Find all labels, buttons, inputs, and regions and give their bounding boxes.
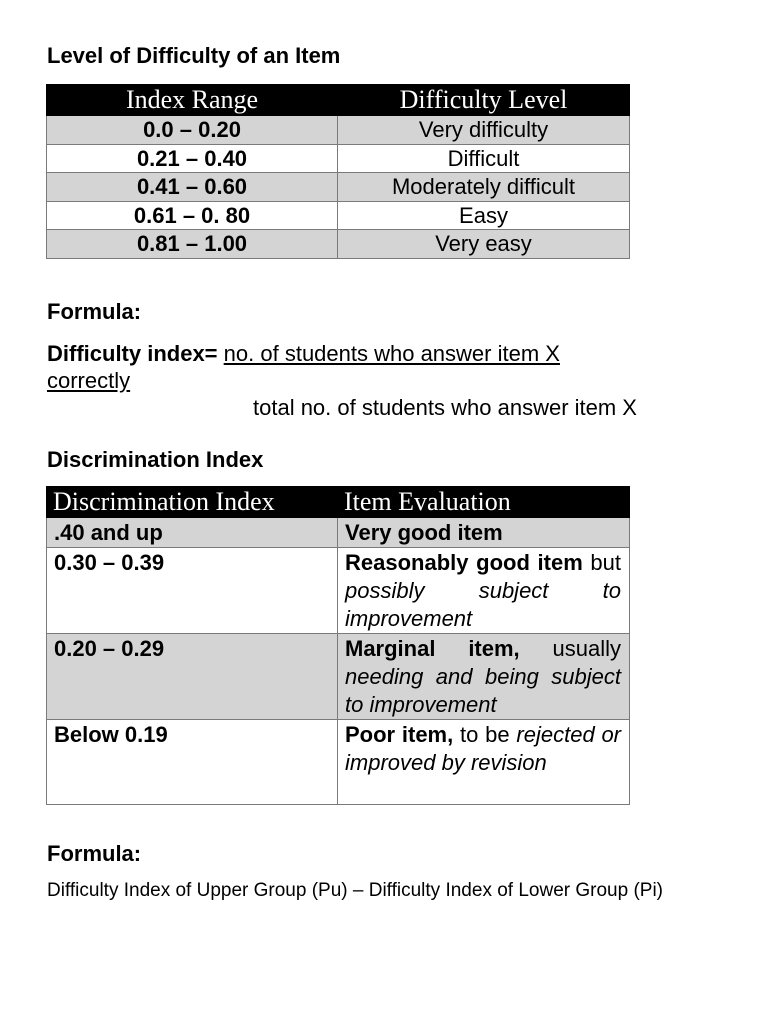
difficulty-level-cell: Very difficulty xyxy=(338,116,630,145)
index-range-cell: 0.81 – 1.00 xyxy=(47,230,338,259)
table-header-row xyxy=(47,487,630,518)
item-evaluation-cell xyxy=(338,518,630,548)
table-header-row xyxy=(47,85,630,116)
formula-numerator: no. of students who answer item X xyxy=(223,341,560,366)
index-range-cell: 0.21 – 0.40 xyxy=(47,144,338,173)
index-range-cell: 0.61 – 0. 80 xyxy=(47,201,338,230)
difficulty-level-cell: Moderately difficult xyxy=(338,173,630,202)
discrimination-index-cell: Below 0.19 xyxy=(47,720,338,805)
discrimination-title: Discrimination Index xyxy=(47,447,264,472)
table-row xyxy=(47,116,630,145)
difficulty-level-cell: Easy xyxy=(338,201,630,230)
table-row xyxy=(47,230,630,259)
formula-numerator-continued: correctly xyxy=(47,368,131,393)
evaluation-plain: usually xyxy=(519,636,622,661)
evaluation-bold: Very good item xyxy=(345,520,503,545)
difficulty-table xyxy=(46,84,630,259)
item-evaluation-cell xyxy=(338,720,630,805)
difficulty-level-cell: Very easy xyxy=(338,230,630,259)
discrimination-formula: Difficulty Index of Upper Group (Pu) – Difficulty Index of Lower Group (Pi) xyxy=(47,880,664,901)
table-row xyxy=(47,548,630,634)
evaluation-italic: needing and being subject to improvement xyxy=(345,664,621,717)
discrimination-index-cell: 0.20 – 0.29 xyxy=(47,634,338,720)
index-range-cell: 0.0 – 0.20 xyxy=(47,116,338,145)
evaluation-bold: Reasonably good item xyxy=(345,550,583,575)
difficulty-formula xyxy=(47,340,720,394)
table-row xyxy=(47,173,630,202)
evaluation-plain: but xyxy=(582,550,621,575)
evaluation-italic: rejected or improved by revision xyxy=(345,722,622,775)
header-index-range: Index Range xyxy=(47,85,338,116)
table-row xyxy=(47,720,630,805)
discrimination-table xyxy=(46,486,630,805)
table-row xyxy=(47,201,630,230)
index-range-cell: 0.41 – 0.60 xyxy=(47,173,338,202)
formula-denominator: total no. of students who answer item X xyxy=(253,395,637,420)
table-row xyxy=(47,144,630,173)
item-evaluation-cell xyxy=(338,548,630,634)
evaluation-plain: to be xyxy=(453,722,517,747)
item-evaluation-cell xyxy=(338,634,630,720)
table-row xyxy=(47,634,630,720)
header-item-evaluation: Item Evaluation xyxy=(338,487,630,518)
formula-label: Difficulty index= xyxy=(47,341,218,366)
evaluation-bold: Marginal item, xyxy=(345,636,520,661)
formula-heading-2: Formula: xyxy=(47,841,142,866)
table-row xyxy=(47,518,630,548)
header-difficulty-level: Difficulty Level xyxy=(338,85,630,116)
formula-heading: Formula: xyxy=(47,299,142,324)
evaluation-italic: possibly subject to improvement xyxy=(345,578,621,631)
discrimination-index-cell: .40 and up xyxy=(47,518,338,548)
evaluation-bold: Poor item, xyxy=(345,722,454,747)
discrimination-index-cell: 0.30 – 0.39 xyxy=(47,548,338,634)
difficulty-title: Level of Difficulty of an Item xyxy=(47,43,341,68)
header-discrimination-index: Discrimination Index xyxy=(47,487,338,518)
difficulty-level-cell: Difficult xyxy=(338,144,630,173)
